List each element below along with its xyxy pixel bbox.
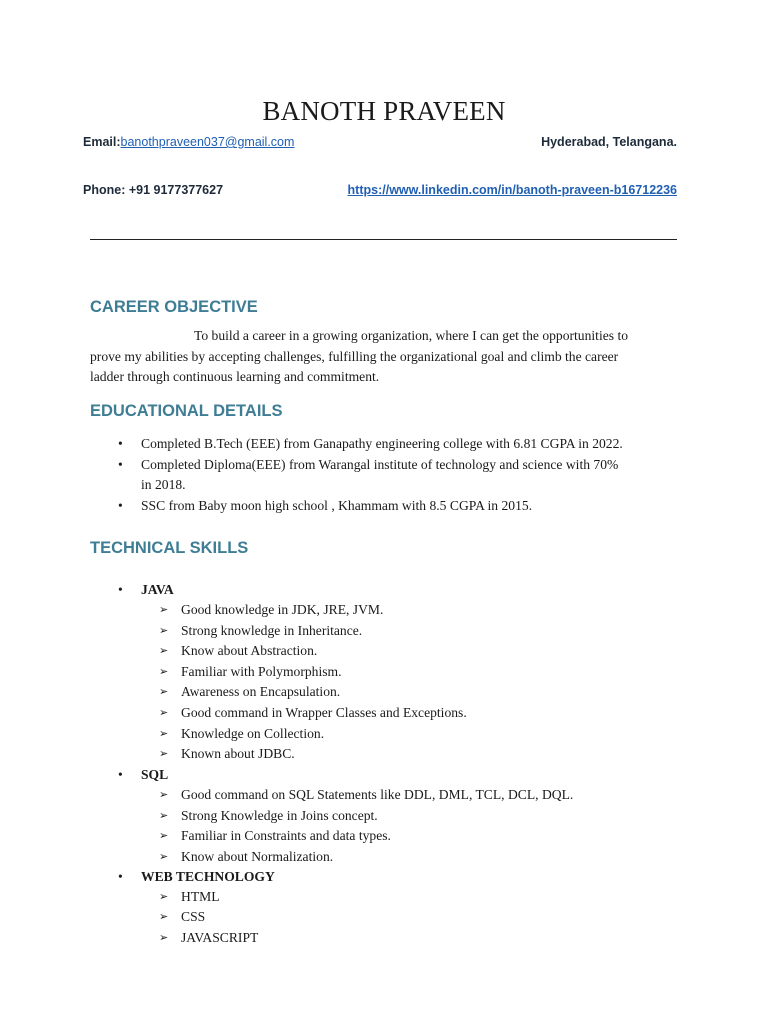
arrow-icon: ➢ (159, 911, 169, 923)
arrow-icon: ➢ (159, 645, 169, 657)
educational-details-heading: EDUCATIONAL DETAILS (90, 402, 283, 420)
phone-text: Phone: +91 9177377627 (83, 183, 224, 197)
bullet-icon: • (118, 767, 123, 782)
linkedin-line (348, 183, 677, 197)
education-list (90, 434, 690, 516)
email-line (83, 135, 294, 149)
arrow-icon: ➢ (159, 851, 169, 863)
arrow-icon: ➢ (159, 748, 169, 760)
candidate-name: BANOTH PRAVEEN (262, 96, 506, 126)
career-line-1: To build a career in a growing organization, where I can get the opportunities to (194, 328, 629, 343)
technical-skills-heading: TECHNICAL SKILLS (90, 539, 249, 557)
bullet-icon: • (118, 497, 123, 513)
list-item: • SSC from Baby moon high school , Khammam with 8.5 CGPA in 2015. (90, 496, 690, 517)
arrow-icon: ➢ (159, 666, 169, 678)
career-objective-heading: CAREER OBJECTIVE (90, 298, 258, 316)
arrow-icon: ➢ (159, 625, 169, 637)
skill-label: WEB TECHNOLOGY (141, 869, 275, 884)
email-label: Email: (83, 135, 121, 149)
arrow-icon: ➢ (159, 728, 169, 740)
list-item: • Completed B.Tech (EEE) from Ganapathy engineering college with 6.81 CGPA in 2022. (90, 434, 690, 455)
bullet-icon: • (118, 869, 123, 884)
header-divider (90, 239, 677, 240)
arrow-icon: ➢ (159, 891, 169, 903)
career-line-2: prove my abilities by accepting challenges, fulfilling the organizational goal and climb the career (90, 348, 619, 364)
arrow-icon: ➢ (159, 789, 169, 801)
bullet-icon: • (118, 582, 123, 597)
location-text: Hyderabad, Telangana. (541, 135, 677, 149)
arrow-icon: ➢ (159, 830, 169, 842)
list-item: • Completed Diploma(EEE) from Warangal institute of technology and science with 70% (90, 455, 690, 476)
skill-label: JAVA (141, 582, 174, 597)
arrow-icon: ➢ (159, 686, 169, 698)
arrow-icon: ➢ (159, 810, 169, 822)
bullet-icon: • (118, 456, 123, 472)
arrow-icon: ➢ (159, 604, 169, 616)
bullet-icon: • (118, 436, 123, 451)
skill-label: SQL (141, 767, 169, 782)
linkedin-link[interactable]: https://www.linkedin.com/in/banoth-praveen-b16712236 (347, 183, 677, 197)
email-link[interactable]: banothpraveen037@gmail.com (120, 135, 295, 149)
list-item-continuation: in 2018. (141, 477, 186, 492)
arrow-icon: ➢ (159, 707, 169, 719)
career-objective-text (90, 326, 680, 388)
arrow-icon: ➢ (159, 932, 169, 944)
career-line-3: ladder through continuous learning and commitment. (90, 369, 380, 384)
